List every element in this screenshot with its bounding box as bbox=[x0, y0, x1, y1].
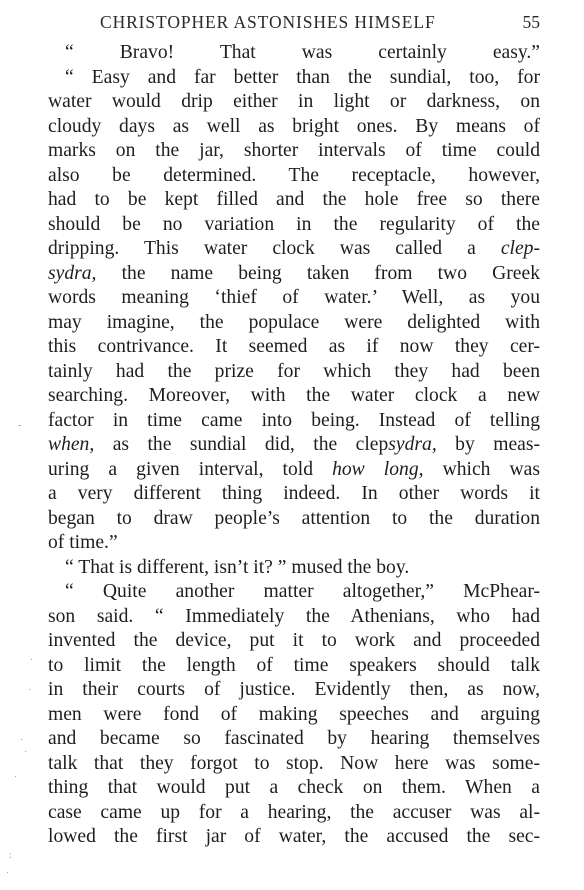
text-line: men were fond of making speeches and arguing bbox=[48, 703, 540, 725]
text-line: tainly had the prize for which they had been bbox=[48, 360, 540, 382]
text-line: when, as the sundial did, the clepsydra, by meas- bbox=[48, 434, 540, 455]
running-head: CHRISTOPHER ASTONISHES HIMSELF bbox=[100, 12, 436, 32]
text-line: dripping. This water clock was called a clep- bbox=[48, 238, 540, 259]
book-page: CHRISTOPHER ASTONISHES HIMSELF 55 “ Bravo! That was certainly easy.” “ Easy and far better than the sundial, too, for water would drip either in light or darkness, on cloudy days as well as bright ones. By means of marks on the jar, shorter intervals of time could also be determined. The receptacle, however, had to be kept filled and the hole free so there should be no variation in the regularity of the dripping. This water clock was called a clep- sydra, the name being taken from two Greek words meaning ‘thief of water.’ Well, as you may imagine, the populace were delighted with this contrivance. It seemed as if now they cer- tainly had the prize for which they had been searching. Moreover, with the water clock a new factor in time came into being. Instead of telling when, as the sundial did, the clepsydra, by meas- uring a given interval, told how long, which was a very different thing indeed. In other words it began to draw people’s attention to the duration of time.” “ That is different, isn’t it? ” mused the boy. “ Quite another matter altogether,” McPhear- son said. “ Immediately the Athenians, who had invented the device, put it to work and proceeded to limit the length of time speakers should talk in their courts of justice. Evidently then, as now, men were fond of making speeches and arguing and became so fascinated by hearing themselves talk that they forgot to stop. Now here was some- thing that would put a check on them. When a case came up for a hearing, the accuser was al- lowed the first jar of water, the accused the sec- - · ˙ · ˙ · : · bbox=[6, 12, 540, 879]
text-line: began to draw people’s attention to the duration bbox=[48, 507, 540, 529]
text-line: “ Easy and far better than the sundial, too, for bbox=[65, 66, 540, 88]
text-line: a very different thing indeed. In other words it bbox=[48, 483, 540, 504]
text-line: to limit the length of time speakers should talk bbox=[48, 654, 540, 676]
text-line: words meaning ‘thief of water.’ Well, as you bbox=[48, 287, 540, 308]
text-line: thing that would put a check on them. When a bbox=[48, 777, 540, 798]
text-line: this contrivance. It seemed as if now they cer- bbox=[48, 336, 540, 357]
text-line: marks on the jar, shorter intervals of time could bbox=[48, 140, 540, 161]
text-line: son said. “ Immediately the Athenians, who had bbox=[48, 605, 540, 627]
body-text bbox=[48, 41, 540, 850]
text-line: water would drip either in light or darkness, on bbox=[48, 91, 540, 112]
page-number: 55 bbox=[522, 12, 540, 32]
text-line: “ Bravo! That was certainly easy.” bbox=[65, 42, 540, 63]
text-line: in their courts of justice. Evidently then, as now, bbox=[48, 679, 540, 700]
page-header bbox=[48, 10, 540, 38]
text-line: invented the device, put it to work and proceeded bbox=[48, 630, 540, 651]
text-line: case came up for a hearing, the accuser was al- bbox=[48, 801, 540, 823]
text-line: may imagine, the populace were delighted with bbox=[48, 311, 540, 333]
text-line: uring a given interval, told how long, which was bbox=[48, 458, 540, 480]
text-line: and became so fascinated by hearing themselves bbox=[48, 728, 540, 749]
text-line: “ That is different, isn’t it? ” mused the boy. bbox=[65, 556, 410, 578]
text-line: cloudy days as well as bright ones. By means of bbox=[48, 115, 540, 137]
text-line: sydra, the name being taken from two Greek bbox=[48, 262, 540, 284]
text-line: should be no variation in the regularity of the bbox=[48, 213, 540, 235]
text-line: searching. Moreover, with the water clock a new bbox=[48, 385, 540, 406]
text-line: factor in time came into being. Instead of telling bbox=[48, 409, 540, 431]
text-line: lowed the first jar of water, the accused the sec- bbox=[48, 826, 540, 847]
text-line: had to be kept filled and the hole free so there bbox=[48, 189, 540, 210]
text-line: talk that they forgot to stop. Now here was some- bbox=[48, 752, 540, 774]
text-line: also be determined. The receptacle, however, bbox=[48, 164, 540, 186]
text-line: of time.” bbox=[48, 532, 118, 553]
text-line: “ Quite another matter altogether,” McPhear- bbox=[65, 581, 540, 602]
